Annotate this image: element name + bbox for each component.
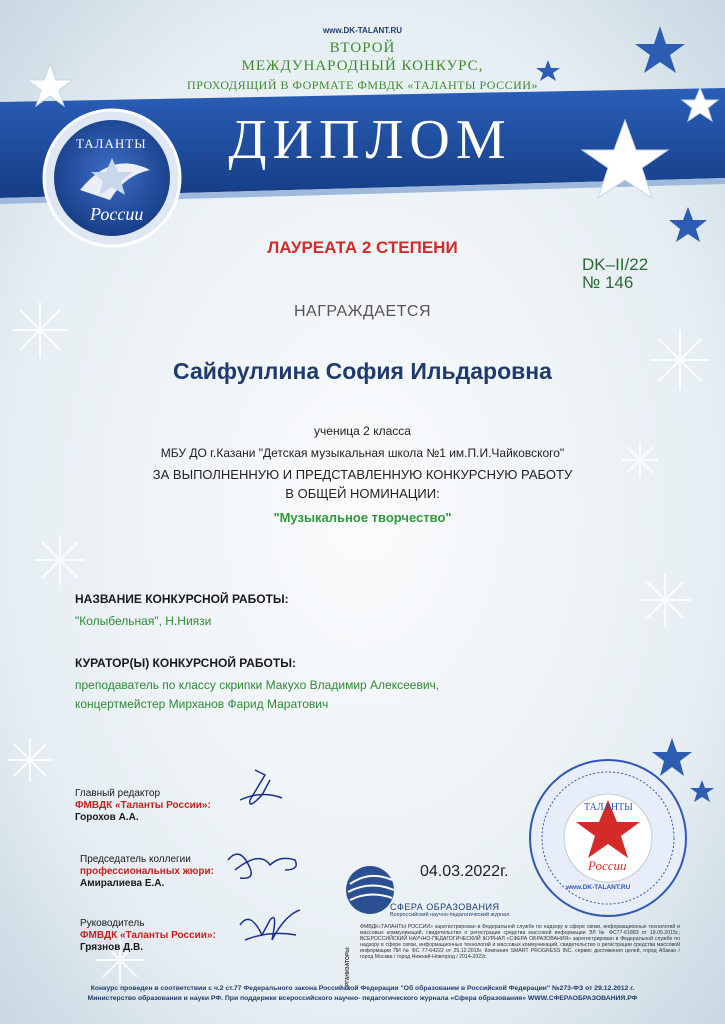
recipient-grade: ученица 2 класса (314, 424, 411, 438)
recipient-name: Сайфуллина София Ильдаровна (173, 358, 552, 384)
award-reason-line1: ЗА ВЫПОЛНЕННУЮ И ПРЕДСТАВЛЕННУЮ КОНКУРСНУЮ РАБОТУ (152, 467, 573, 482)
signer-name: Амиралиева Е.А. (80, 878, 165, 889)
stamp-script-text: России (588, 858, 627, 873)
contest-format: ПРОХОДЯЩИЙ В ФОРМАТЕ ФМВДК «ТАЛАНТЫ РОССИИ» (187, 78, 538, 92)
curator-line2: концертмейстер Мирханов Фарид Маратович (75, 697, 329, 711)
sfera-subtitle: Всероссийский научно-педагогический журнал (390, 912, 510, 918)
sfera-logo (346, 866, 394, 914)
award-degree: ЛАУРЕАТА 2 СТЕПЕНИ (267, 238, 458, 257)
work-title-value: "Колыбельная", Н.Ниязи (75, 614, 212, 628)
organizers-label: ОРГАНИЗАТОРЫ: (345, 946, 351, 990)
signer-role: Главный редактор (75, 788, 161, 799)
signer-role: Руководитель (80, 918, 145, 929)
stamp-top-text: ТАЛАНТЫ (584, 802, 633, 813)
footer-support: Министерство образования и науки РФ. При поддержке всероссийского научно- педагогического журнала «Сфера образования» WWW.СФЕРАОБРАЗОВАНИЯ.РФ (87, 995, 638, 1002)
work-title-label: НАЗВАНИЕ КОНКУРСНОЙ РАБОТЫ: (75, 592, 289, 606)
signer-name: Горохов А.А. (75, 812, 139, 823)
stamp (530, 760, 686, 916)
curator-label: КУРАТОР(Ы) КОНКУРСНОЙ РАБОТЫ: (75, 656, 296, 670)
stamp-site-text: www.DK-TALANT.RU (566, 884, 631, 891)
signer-org: ФМВДК «Таланты России»: (80, 930, 216, 941)
diploma-number (582, 256, 648, 292)
signer-name: Грязнов Д.В. (80, 942, 144, 953)
nomination: "Музыкальное творчество" (273, 510, 452, 525)
signer-org: ФМВДК «Таланты России»: (75, 800, 211, 811)
awarded-label: НАГРАЖДАЕТСЯ (294, 303, 431, 320)
signer-role: Председатель коллегии (80, 854, 191, 865)
signer-org: профессиональных жюри: (80, 866, 214, 877)
diploma-serial: № 146 (582, 273, 634, 292)
logo-script-text: России (90, 204, 144, 224)
contest-ordinal: ВТОРОЙ (329, 40, 396, 56)
registration-fine-print: ФМВДК«ТАЛАНТЫ РОССИИ» зарегистрирован в Федеральной службе по надзору в сфере связи, информационных технологий и массовых коммуникаций, свидетельство о регистрации средства массовой информации ЭЛ № ФС77-61883 от 18.05.2015г.; ВСЕРОССИЙСКИЙ НАУЧНО-ПЕДАГОГИЧЕСКИЙ ЖУРНАЛ «СФЕРА ОБРАЗОВАНИЯ» зарегистрирован в Федеральной службе по надзору в сфере связи, информационных технологий и массовых коммуникаций, свидетельство о регистрации средства массовой информации ПИ № ФС 77-64222 от 25.12.2015г. Компания SMART PROGRESS INC. сервис достижения целей, город Абакан / город Москва / город Нижний-Новгород / 2014-2022г. (360, 924, 680, 960)
diploma-code: DK–II/22 (582, 255, 649, 274)
issue-date: 04.03.2022г. (420, 863, 509, 880)
page-title: ДИПЛОМ (228, 109, 512, 171)
contest-type: МЕЖДУНАРОДНЫЙ КОНКУРС, (241, 58, 484, 74)
signature-block-3 (80, 918, 216, 954)
curator-line1: преподаватель по классу скрипки Макухо Владимир Алексеевич, (75, 678, 440, 692)
signature-block-2 (80, 854, 214, 890)
award-reason-line2: В ОБЩЕЙ НОМИНАЦИИ: (285, 486, 440, 501)
signature-block-1 (75, 788, 211, 824)
logo-top-text: ТАЛАНТЫ (76, 136, 147, 151)
site-url: www.DK-TALANT.RU (322, 26, 403, 35)
recipient-school: МБУ ДО г.Казани "Детская музыкальная школа №1 им.П.И.Чайковского" (160, 446, 565, 460)
sfera-name: СФЕРА ОБРАЗОВАНИЯ (390, 902, 500, 912)
footer-legal: Конкурс проведен в соответствии с ч.2 ст.77 Федерального закона Российской Федерации "Об образовании в Российской Федерации" №273-ФЗ от 29.12.2012 г. (90, 985, 635, 992)
